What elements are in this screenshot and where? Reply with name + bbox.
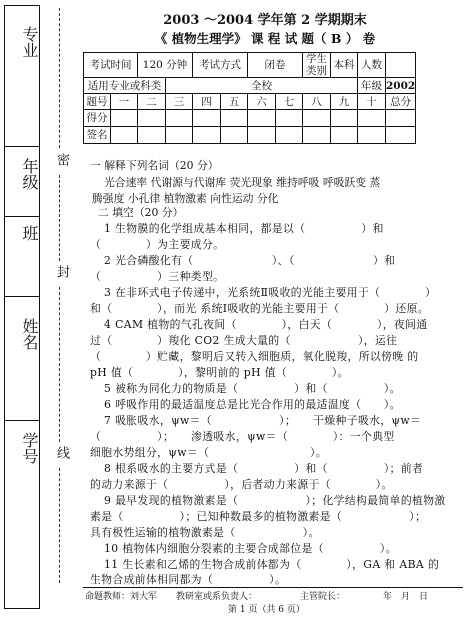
section1-heading: 一 解释下列名词（20 分） xyxy=(90,159,219,172)
fill-line: 8 根系吸水的主要方式是（ ）和（ ）；前者 xyxy=(104,462,424,475)
seal-line-bottom xyxy=(59,468,60,583)
fill-line: 6 呼吸作用的最适温度总是比光合作用的最适温度（ ）。 xyxy=(104,398,401,411)
question-no-cell: 八 xyxy=(303,94,331,110)
sidebar-grade-label: 年级 xyxy=(20,158,39,190)
scope-label: 适用专业或科类 xyxy=(84,78,166,94)
fill-line: （ ）； 渗透吸水，ψw＝（ ）：一个典型 xyxy=(90,430,395,443)
score-cell xyxy=(138,110,166,127)
fill-line: 过（ ）羧化 CO2 生成大量的（ ），运往 xyxy=(90,334,398,347)
fill-line: 具有极性运输的植物激素是（ ）。 xyxy=(90,526,320,539)
score-cell xyxy=(358,110,386,127)
sidebar-divider xyxy=(5,216,39,217)
sign-cell xyxy=(111,127,138,144)
sign-cell xyxy=(358,127,386,144)
footer-office: 教研室或系负责人： xyxy=(176,592,258,602)
sign-cell xyxy=(386,127,416,144)
fill-line: 5 被称为同化力的物质是（ ）和（ ）。 xyxy=(104,382,401,395)
question-no-cell: 二 xyxy=(138,94,166,110)
question-no-cell: 九 xyxy=(331,94,358,110)
sign-cell xyxy=(138,127,166,144)
fill-line: 7 吸胀吸水，ψw＝（ ）； 干燥种子吸水，ψw＝ xyxy=(104,414,422,427)
sign-cell xyxy=(221,127,248,144)
total-score-label: 总分 xyxy=(386,94,416,110)
exam-term-title: 2003 ～2004 学年第 2 学期期末 xyxy=(163,13,367,28)
footer-dean: 主管院长： xyxy=(300,592,346,602)
fill-line: （ ）贮藏，黎明后又转入细胞质，氧化脱羧，所以傍晚 的 xyxy=(90,350,419,363)
score-cell xyxy=(221,110,248,127)
fill-line: 的动力来源于（ ），后者动力来源于（ ）。 xyxy=(90,478,393,491)
fill-line: 1 生物膜的化学组成基本相同，都是以（ ）和 xyxy=(104,222,384,235)
seal-line-top xyxy=(59,8,60,148)
score-cell xyxy=(386,110,416,127)
sidebar-divider xyxy=(5,296,39,297)
sign-cell xyxy=(331,127,358,144)
seal-line-mid xyxy=(59,175,60,261)
section1-terms-line2: 腾强度 小孔律 植物激素 向性运动 分化 xyxy=(92,192,279,205)
sign-cell xyxy=(276,127,303,144)
score-cell xyxy=(248,110,276,127)
sidebar-divider xyxy=(5,420,39,421)
footer-teacher: 命题教师：刘大军 xyxy=(85,592,158,602)
question-no-cell: 四 xyxy=(193,94,221,110)
seal-line-mid2 xyxy=(59,287,60,442)
fill-line: 和（ ），而光 系统Ⅰ吸收的光能主要用于（ ）还原。 xyxy=(90,302,430,315)
question-no-cell: 六 xyxy=(248,94,276,110)
score-cell xyxy=(111,110,138,127)
fill-line: （ ）为主要成分。 xyxy=(90,238,225,251)
headcount-label: 人数 xyxy=(358,53,386,78)
question-no-label: 题号 xyxy=(84,94,111,110)
score-cell xyxy=(166,110,193,127)
question-no-cell: 十 xyxy=(358,94,386,110)
score-cell xyxy=(303,110,331,127)
grade-label: 年级 xyxy=(358,78,386,94)
headcount-value xyxy=(386,53,416,78)
seal-char-feng: 封 xyxy=(54,265,69,278)
footer-date: 年 月 日 xyxy=(383,592,429,602)
score-cell xyxy=(276,110,303,127)
seal-char-xian: 线 xyxy=(54,446,69,459)
sidebar-student-id-label: 学号 xyxy=(20,432,39,464)
section1-terms-line1: 光合速率 代谢源与代谢库 荧光现象 维持呼吸 呼吸跃变 蒸 xyxy=(104,176,381,189)
fill-line: （ ）三种类型。 xyxy=(90,270,225,283)
sign-cell xyxy=(248,127,276,144)
score-row-label: 得分 xyxy=(84,110,111,127)
question-no-cell: 三 xyxy=(166,94,193,110)
exam-time-value: 120 分钟 xyxy=(138,53,193,78)
scope-value: 全校 xyxy=(166,78,358,94)
binding-sidebar xyxy=(4,5,40,609)
fill-line: 4 CAM 植物的气孔夜间（ ），白天（ ），夜间通 xyxy=(104,318,428,331)
student-type-label: 学生类别 xyxy=(303,53,331,78)
fill-line: 生物合成前体相同都为（ ）。 xyxy=(90,573,287,586)
sidebar-class-label: 班 xyxy=(20,225,39,241)
grade-value: 2002 xyxy=(386,79,416,92)
sign-cell xyxy=(303,127,331,144)
fill-line: 11 生长素和乙烯的生物合成前体都为（ ），GA 和 ABA 的 xyxy=(104,558,440,571)
fill-line: pH 值（ ），黎明前的 pH 值（ ）。 xyxy=(90,366,349,379)
score-cell xyxy=(193,110,221,127)
footer-rule xyxy=(83,587,463,588)
exam-paper-title: 《 植物生理学》 课 程 试 题（ B ） 卷 xyxy=(154,31,376,46)
exam-info-table xyxy=(83,52,416,144)
section2-heading: 二 填空（20 分） xyxy=(98,206,184,219)
sign-cell xyxy=(193,127,221,144)
exam-time-label: 考试时间 xyxy=(84,53,138,78)
sidebar-name-label: 姓名 xyxy=(20,318,39,350)
sidebar-divider xyxy=(5,146,39,147)
fill-line: 素是（ ）；已知种数最多的植物激素是（ ）； xyxy=(90,510,427,523)
sign-cell xyxy=(166,127,193,144)
fill-line: 10 植物体内细胞分裂素的主要合成部位是（ ）。 xyxy=(104,542,397,555)
fill-line: 9 最早发现的植物激素是（ ）；化学结构最简单的植物激 xyxy=(104,494,446,507)
fill-line: 3 在非环式电子传递中，光系统Ⅱ吸收的光能主要用于（ ） xyxy=(104,286,437,299)
sidebar-major-label: 专业 xyxy=(20,26,39,58)
student-type-value: 本科 xyxy=(331,53,358,78)
question-no-cell: 七 xyxy=(276,94,303,110)
footer-page-number: 第 1 页（共 6 页） xyxy=(228,605,305,615)
seal-char-mi: 密 xyxy=(54,153,69,166)
fill-line: 2 光合磷酸化有（ ）、（ ）和 xyxy=(104,254,396,267)
fill-line: 细胞水势组分，ψw＝（ ）。 xyxy=(90,446,328,459)
question-no-cell: 五 xyxy=(221,94,248,110)
score-cell xyxy=(331,110,358,127)
sign-row-label: 签名 xyxy=(84,127,111,144)
exam-mode-value: 闭卷 xyxy=(248,53,303,78)
exam-mode-label: 考试方式 xyxy=(193,53,248,78)
question-no-cell: 一 xyxy=(111,94,138,110)
